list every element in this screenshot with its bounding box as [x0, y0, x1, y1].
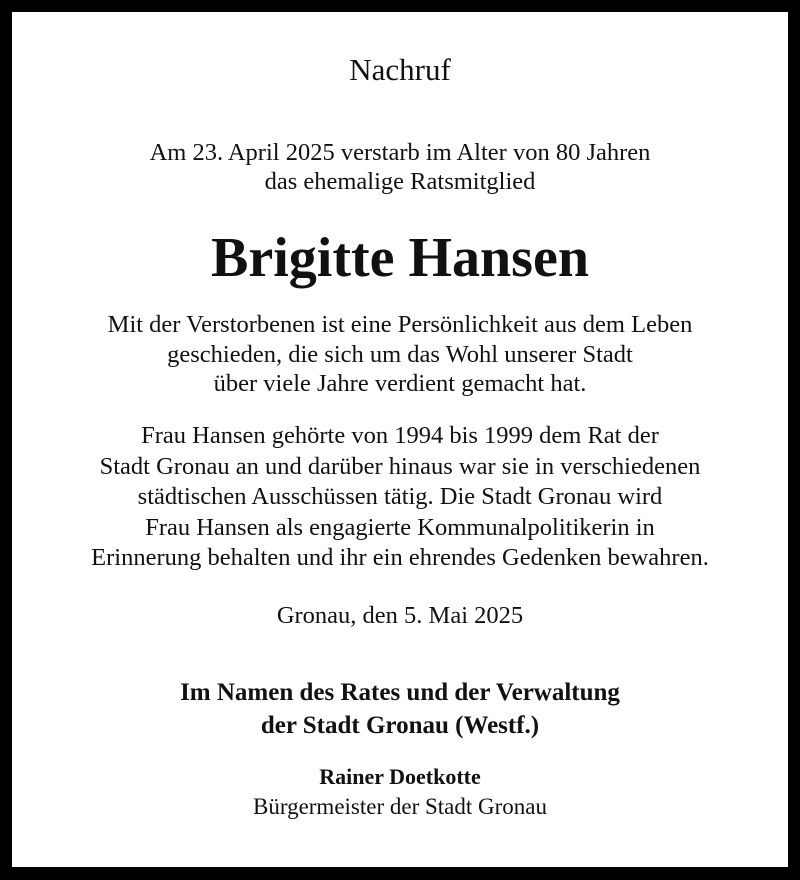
signoff-line: der Stadt Gronau (Westf.) — [260, 712, 540, 739]
obituary-notice — [12, 12, 788, 867]
paragraph-line: städtischen Ausschüssen tätig. Die Stadt Gronau wird — [137, 483, 663, 510]
paragraph-line: über viele Jahre verdient gemacht hat. — [213, 370, 587, 397]
intro-text — [12, 138, 788, 196]
paragraph-line: Mit der Verstorbenen ist eine Persönlichkeit aus dem Leben — [107, 311, 693, 338]
intro-line: das ehemalige Ratsmitglied — [264, 168, 536, 195]
paragraph-line: Erinnerung behalten und ihr ein ehrendes Gedenken bewahren. — [91, 544, 709, 571]
signoff-line: Im Namen des Rates und der Verwaltung — [180, 679, 620, 706]
paragraph-line: geschieden, die sich um das Wohl unserer Stadt — [167, 340, 633, 368]
signoff — [12, 676, 788, 742]
signer-title: Bürgermeister der Stadt Gronau — [252, 794, 548, 819]
deceased-name: Brigitte Hansen — [211, 227, 589, 289]
paragraph-line: Frau Hansen gehörte von 1994 bis 1999 dem Rat der — [141, 422, 659, 449]
paragraph-line: Stadt Gronau an und darüber hinaus war sie in verschiedenen — [99, 452, 701, 480]
notice-title: Nachruf — [349, 52, 451, 87]
intro-line: Am 23. April 2025 verstarb im Alter von 80 Jahren — [149, 139, 651, 166]
dateline: Gronau, den 5. Mai 2025 — [276, 602, 524, 629]
tribute-paragraph-2 — [12, 421, 788, 574]
signer-name: Rainer Doetkotte — [319, 764, 481, 789]
tribute-paragraph-1 — [12, 310, 788, 399]
paragraph-line: Frau Hansen als engagierte Kommunalpolitikerin in — [145, 513, 655, 541]
